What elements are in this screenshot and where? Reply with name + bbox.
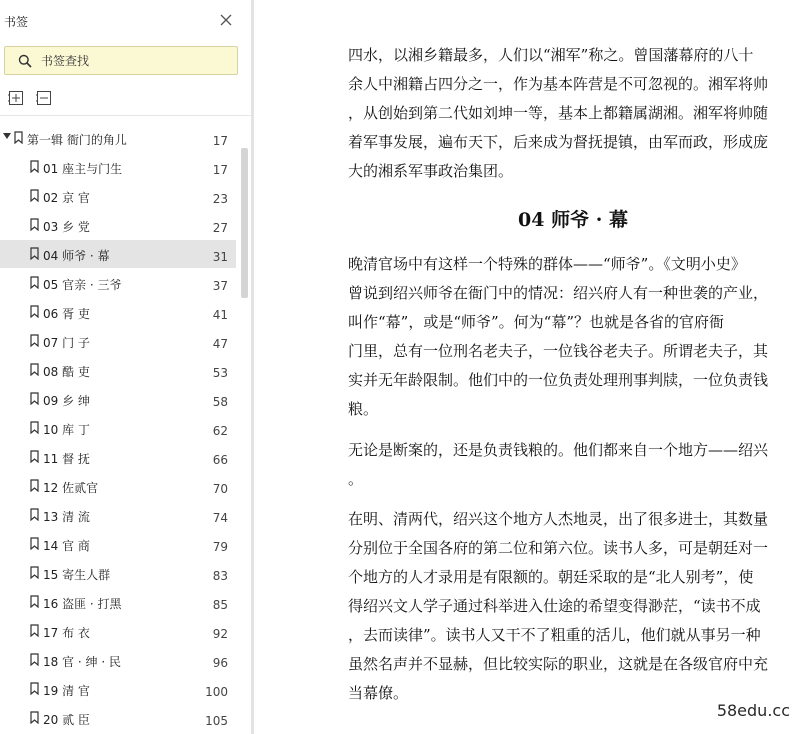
- text-line: 在明、清两代，绍兴这个地方人杰地灵，出了很多进士，其数量: [348, 510, 769, 528]
- bookmark-item[interactable]: [0, 443, 236, 471]
- paragraph: [348, 41, 798, 186]
- text-line: 大的湘系军事政治集团。: [348, 162, 514, 180]
- bookmark-icon: [30, 479, 39, 492]
- bookmark-icon: [30, 624, 39, 637]
- triangle-down-icon[interactable]: [3, 133, 11, 139]
- bookmark-item[interactable]: [0, 617, 236, 645]
- bookmark-label: 07 门 子: [43, 336, 90, 350]
- bookmark-tree-parent[interactable]: [0, 124, 236, 152]
- bookmark-label: 第一辑 衙门的角儿: [27, 133, 127, 147]
- close-icon[interactable]: [218, 12, 234, 28]
- bookmark-label: 12 佐贰官: [43, 481, 99, 495]
- bookmark-panel-header: [0, 0, 251, 44]
- bookmark-search-box[interactable]: [4, 46, 238, 75]
- bookmark-icon: [30, 247, 39, 260]
- bookmark-label: 09 乡 绅: [43, 394, 90, 408]
- text-line: 叫作“幕”，或是“师爷”。何为“幕”？也就是各省的官府衙: [348, 313, 725, 331]
- bookmark-label: 16 盗匪 · 打黑: [43, 597, 122, 611]
- bookmark-page: 83: [212, 569, 228, 583]
- bookmark-label: 05 官亲 · 三爷: [43, 278, 122, 292]
- bookmark-page: 58: [212, 395, 228, 409]
- bookmark-page: 62: [212, 424, 228, 438]
- paragraph: [348, 505, 798, 708]
- text-line: 粮。: [348, 400, 379, 418]
- bookmark-label: 02 京 官: [43, 191, 90, 205]
- bookmark-label: 04 师爷 · 幕: [43, 249, 110, 263]
- text-line: 门里，总有一位刑名老夫子，一位钱谷老夫子。所谓老夫子，其: [348, 342, 769, 360]
- text-line: 得绍兴文人学子通过科举进入仕途的希望变得渺茫，“读书不成: [348, 597, 761, 615]
- bookmark-icon: [30, 450, 39, 463]
- text-line: 着军事发展，遍布天下，后来成为督抚提镇，由军而政，形成庞: [348, 133, 769, 151]
- bookmark-label: 15 寄生人群: [43, 568, 111, 582]
- bookmark-icon: [30, 160, 39, 173]
- bookmark-item[interactable]: [0, 501, 236, 529]
- bookmark-icon: [14, 131, 23, 144]
- bookmark-item[interactable]: [0, 182, 236, 210]
- bookmark-label: 11 督 抚: [43, 452, 90, 466]
- text-line: 实并无年龄限制。他们中的一位负责处理刑事判牍，一位负责钱: [348, 371, 769, 389]
- document-page: [254, 0, 804, 734]
- text-line: 四水，以湘乡籍最多，人们以“湘军”称之。曾国藩幕府的八十: [348, 46, 754, 64]
- bookmark-scrollbar[interactable]: [241, 148, 248, 298]
- bookmark-page: 53: [212, 366, 228, 380]
- bookmark-item[interactable]: [0, 588, 236, 616]
- bookmark-page: 47: [212, 337, 228, 351]
- bookmark-icon: [30, 334, 39, 347]
- text-line: ，去而读律”。读书人又干不了粗重的活儿，他们就从事另一种: [348, 626, 761, 644]
- text-line: 分别位于全国各府的第二位和第六位。读书人多，可是朝廷对一: [348, 539, 769, 557]
- bookmark-page: 23: [212, 192, 228, 206]
- bookmark-icon: [30, 363, 39, 376]
- bookmark-page: 31: [212, 250, 228, 264]
- bookmark-page: 17: [212, 134, 228, 148]
- toolbar-divider: [0, 115, 251, 116]
- bookmark-page: 74: [212, 511, 228, 525]
- bookmark-page: 66: [212, 453, 228, 467]
- bookmark-page: 100: [205, 685, 228, 699]
- bookmark-page: 85: [212, 598, 228, 612]
- bookmark-icon: [30, 566, 39, 579]
- bookmark-item[interactable]: [0, 153, 236, 181]
- bookmark-icon: [30, 595, 39, 608]
- bookmark-label: 17 布 衣: [43, 626, 90, 640]
- bookmark-item[interactable]: [0, 356, 236, 384]
- bookmark-item[interactable]: [0, 472, 236, 500]
- bookmark-label: 10 库 丁: [43, 423, 90, 437]
- bookmark-icon: [30, 508, 39, 521]
- text-line: 个地方的人才录用是有限额的。朝廷采取的是“北人别考”，使: [348, 568, 754, 586]
- bookmark-item[interactable]: [0, 269, 236, 297]
- bookmark-icon: [30, 305, 39, 318]
- collapse-all-icon[interactable]: [36, 90, 52, 106]
- bookmark-page: 17: [212, 163, 228, 177]
- bookmark-item[interactable]: [0, 211, 236, 239]
- bookmark-item[interactable]: [0, 240, 236, 268]
- expand-all-icon[interactable]: [8, 90, 24, 106]
- text-line: 余人中湘籍占四分之一，作为基本阵营是不可忽视的。湘军将帅: [348, 75, 769, 93]
- bookmark-item[interactable]: [0, 530, 236, 558]
- chapter-title: 04 师爷 · 幕: [518, 209, 628, 231]
- bookmark-icon: [30, 392, 39, 405]
- bookmark-label: 06 胥 吏: [43, 307, 90, 321]
- bookmark-item[interactable]: [0, 327, 236, 355]
- bookmark-icon: [30, 653, 39, 666]
- bookmark-page: 41: [212, 308, 228, 322]
- bookmark-icon: [30, 711, 39, 724]
- bookmark-icon: [30, 276, 39, 289]
- bookmark-label: 18 官 · 绅 · 民: [43, 655, 121, 669]
- bookmark-label: 14 官 商: [43, 539, 90, 553]
- text-line: ，从创始到第二代如刘坤一等，基本上都籍属湖湘。湘军将帅随: [348, 104, 769, 122]
- bookmark-label: 20 贰 臣: [43, 713, 90, 727]
- bookmark-page: 70: [212, 482, 228, 496]
- paragraph: [348, 436, 798, 494]
- bookmark-label: 03 乡 党: [43, 220, 90, 234]
- bookmark-page: 105: [205, 714, 228, 728]
- bookmark-icon: [30, 218, 39, 231]
- bookmark-item[interactable]: [0, 675, 236, 703]
- text-line: 无论是断案的，还是负责钱粮的。他们都来自一个地方——绍兴: [348, 441, 769, 459]
- bookmark-page: 96: [212, 656, 228, 670]
- paragraph: [348, 250, 798, 424]
- watermark: 58edu.cc: [716, 701, 790, 720]
- bookmark-icon: [30, 537, 39, 550]
- bookmark-item[interactable]: [0, 385, 236, 413]
- bookmark-item[interactable]: [0, 414, 236, 442]
- bookmark-item[interactable]: [0, 646, 236, 674]
- text-line: 晚清官场中有这样一个特殊的群体——“师爷”。《文明小史》: [348, 255, 746, 273]
- bookmark-page: 79: [212, 540, 228, 554]
- bookmark-item[interactable]: [0, 704, 236, 732]
- bookmark-icon: [30, 189, 39, 202]
- bookmark-page: 27: [212, 221, 228, 235]
- bookmark-label: 19 清 官: [43, 684, 90, 698]
- bookmark-page: 37: [212, 279, 228, 293]
- text-line: 当幕僚。: [348, 684, 409, 702]
- bookmark-item[interactable]: [0, 559, 236, 587]
- bookmark-label: 01 座主与门生: [43, 162, 123, 176]
- text-line: 。: [348, 470, 364, 488]
- bookmark-item[interactable]: [0, 298, 236, 326]
- text-line: 曾说到绍兴师爷在衙门中的情况：绍兴府人有一种世袭的产业，: [348, 284, 769, 302]
- bookmark-label: 13 清 流: [43, 510, 90, 524]
- bookmark-panel: [0, 0, 251, 734]
- bookmark-page: 92: [212, 627, 228, 641]
- text-line: 虽然名声并不显赫，但比较实际的职业，这就是在各级官府中充: [348, 655, 769, 673]
- bookmark-icon: [30, 421, 39, 434]
- bookmark-search-input[interactable]: [41, 52, 231, 70]
- search-icon: [18, 54, 32, 68]
- bookmark-label: 08 酷 吏: [43, 365, 90, 379]
- bookmark-panel-title: 书签: [4, 15, 29, 29]
- bookmark-icon: [30, 682, 39, 695]
